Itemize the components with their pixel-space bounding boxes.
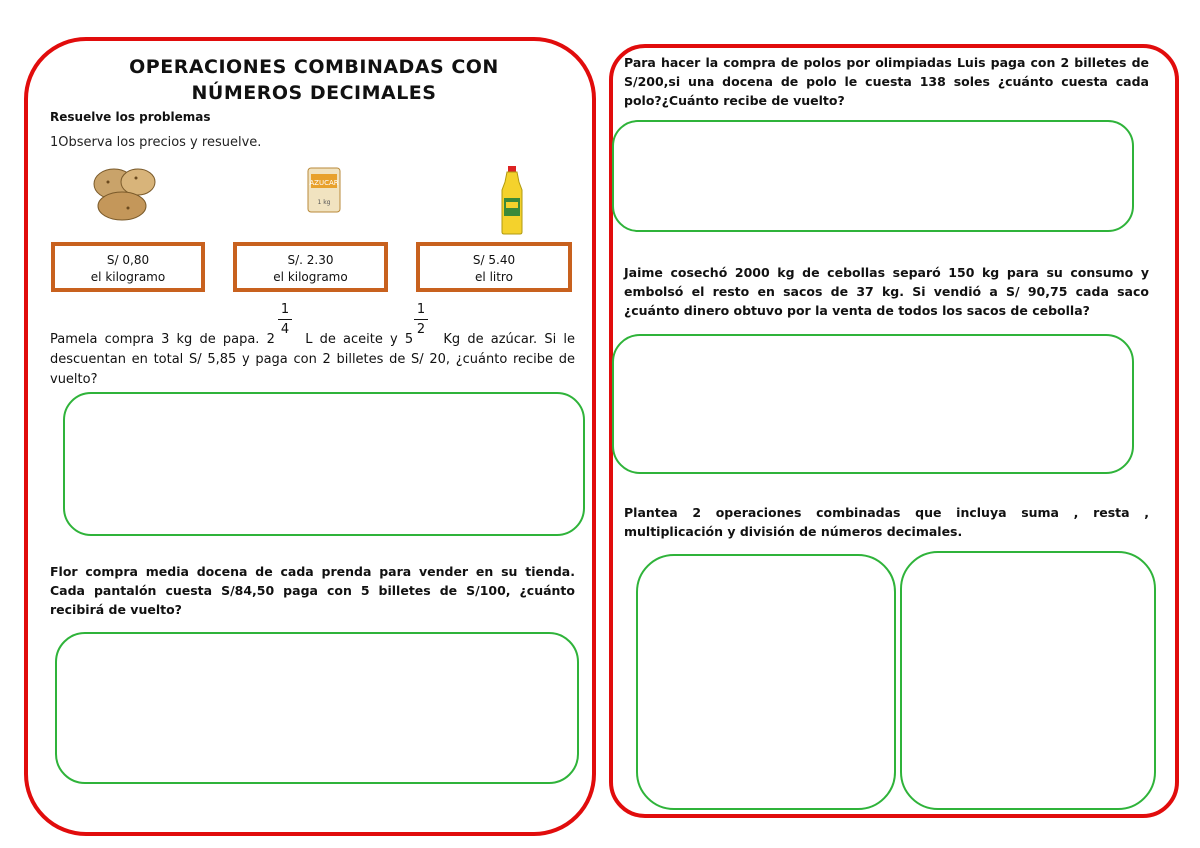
oil-price: S/ 5.40	[472, 253, 516, 267]
sugar-bag-icon	[306, 166, 342, 214]
oil-bottle-icon	[498, 164, 526, 236]
answer-box-problem-2[interactable]	[55, 632, 579, 784]
fraction-denominator: 4	[280, 322, 290, 337]
potatoes-icon	[88, 162, 162, 224]
fraction-numerator: 1	[416, 302, 426, 317]
problem-1-part-c: Kg de azúcar. Si le descuentan en total S/ 5,85 y paga con 2 billetes de S/ 20, ¿cuánto recibe de vuelto?	[50, 332, 575, 387]
problem-3-text: Para hacer la compra de polos por olimpiadas Luis paga con 2 billetes de S/200,si una docena de polo le cuesta 138 soles ¿cuánto cuesta cada polo?¿Cuánto recibe de vuelto?	[624, 55, 1149, 108]
problem-5-text: Plantea 2 operaciones combinadas que incluya suma , resta , multiplicación y división de números decimales.	[624, 505, 1149, 539]
worksheet-title: OPERACIONES COMBINADAS CON NÚMEROS DECIMALES	[129, 56, 499, 104]
potato-unit: el kilogramo	[90, 270, 166, 284]
price-box-potato	[51, 242, 205, 292]
worksheet-instruction: 1Observa los precios y resuelve.	[50, 135, 262, 150]
answer-box-problem-5-a[interactable]	[636, 554, 896, 810]
fraction-numerator: 1	[280, 302, 290, 317]
fraction-denominator: 2	[416, 322, 426, 337]
answer-box-problem-3[interactable]	[612, 120, 1134, 232]
price-box-sugar	[233, 242, 388, 292]
problem-2-text: Flor compra media docena de cada prenda para vender en su tienda. Cada pantalón cuesta S/84,50 paga con 5 billetes de S/100, ¿cuánto recibirá de vuelto?	[50, 564, 575, 617]
sugar-package-label: AZUCAR	[309, 179, 339, 187]
oil-unit: el litro	[475, 270, 513, 284]
answer-box-problem-4[interactable]	[612, 334, 1134, 474]
answer-box-problem-1[interactable]	[63, 392, 585, 536]
price-box-oil	[416, 242, 572, 292]
answer-box-problem-5-b[interactable]	[900, 551, 1156, 810]
problem-4-text: Jaime cosechó 2000 kg de cebollas separó 150 kg para su consumo y embolsó el resto en sacos de 37 kg. Si vendió a S/ 90,75 cada saco ¿cuánto dinero obtuvo por la venta de todos los sacos de cebolla?	[624, 265, 1149, 318]
worksheet-subtitle: Resuelve los problemas	[50, 110, 211, 124]
potato-price: S/ 0,80	[106, 253, 150, 267]
problem-1-part-b: L de aceite y 5	[305, 332, 414, 347]
sugar-package-weight: 1 kg	[317, 199, 331, 206]
problem-1-text	[50, 330, 575, 390]
problem-1-part-a: Pamela compra 3 kg de papa. 2	[50, 332, 275, 347]
sugar-price: S/. 2.30	[287, 253, 334, 267]
sugar-unit: el kilogramo	[273, 270, 348, 284]
